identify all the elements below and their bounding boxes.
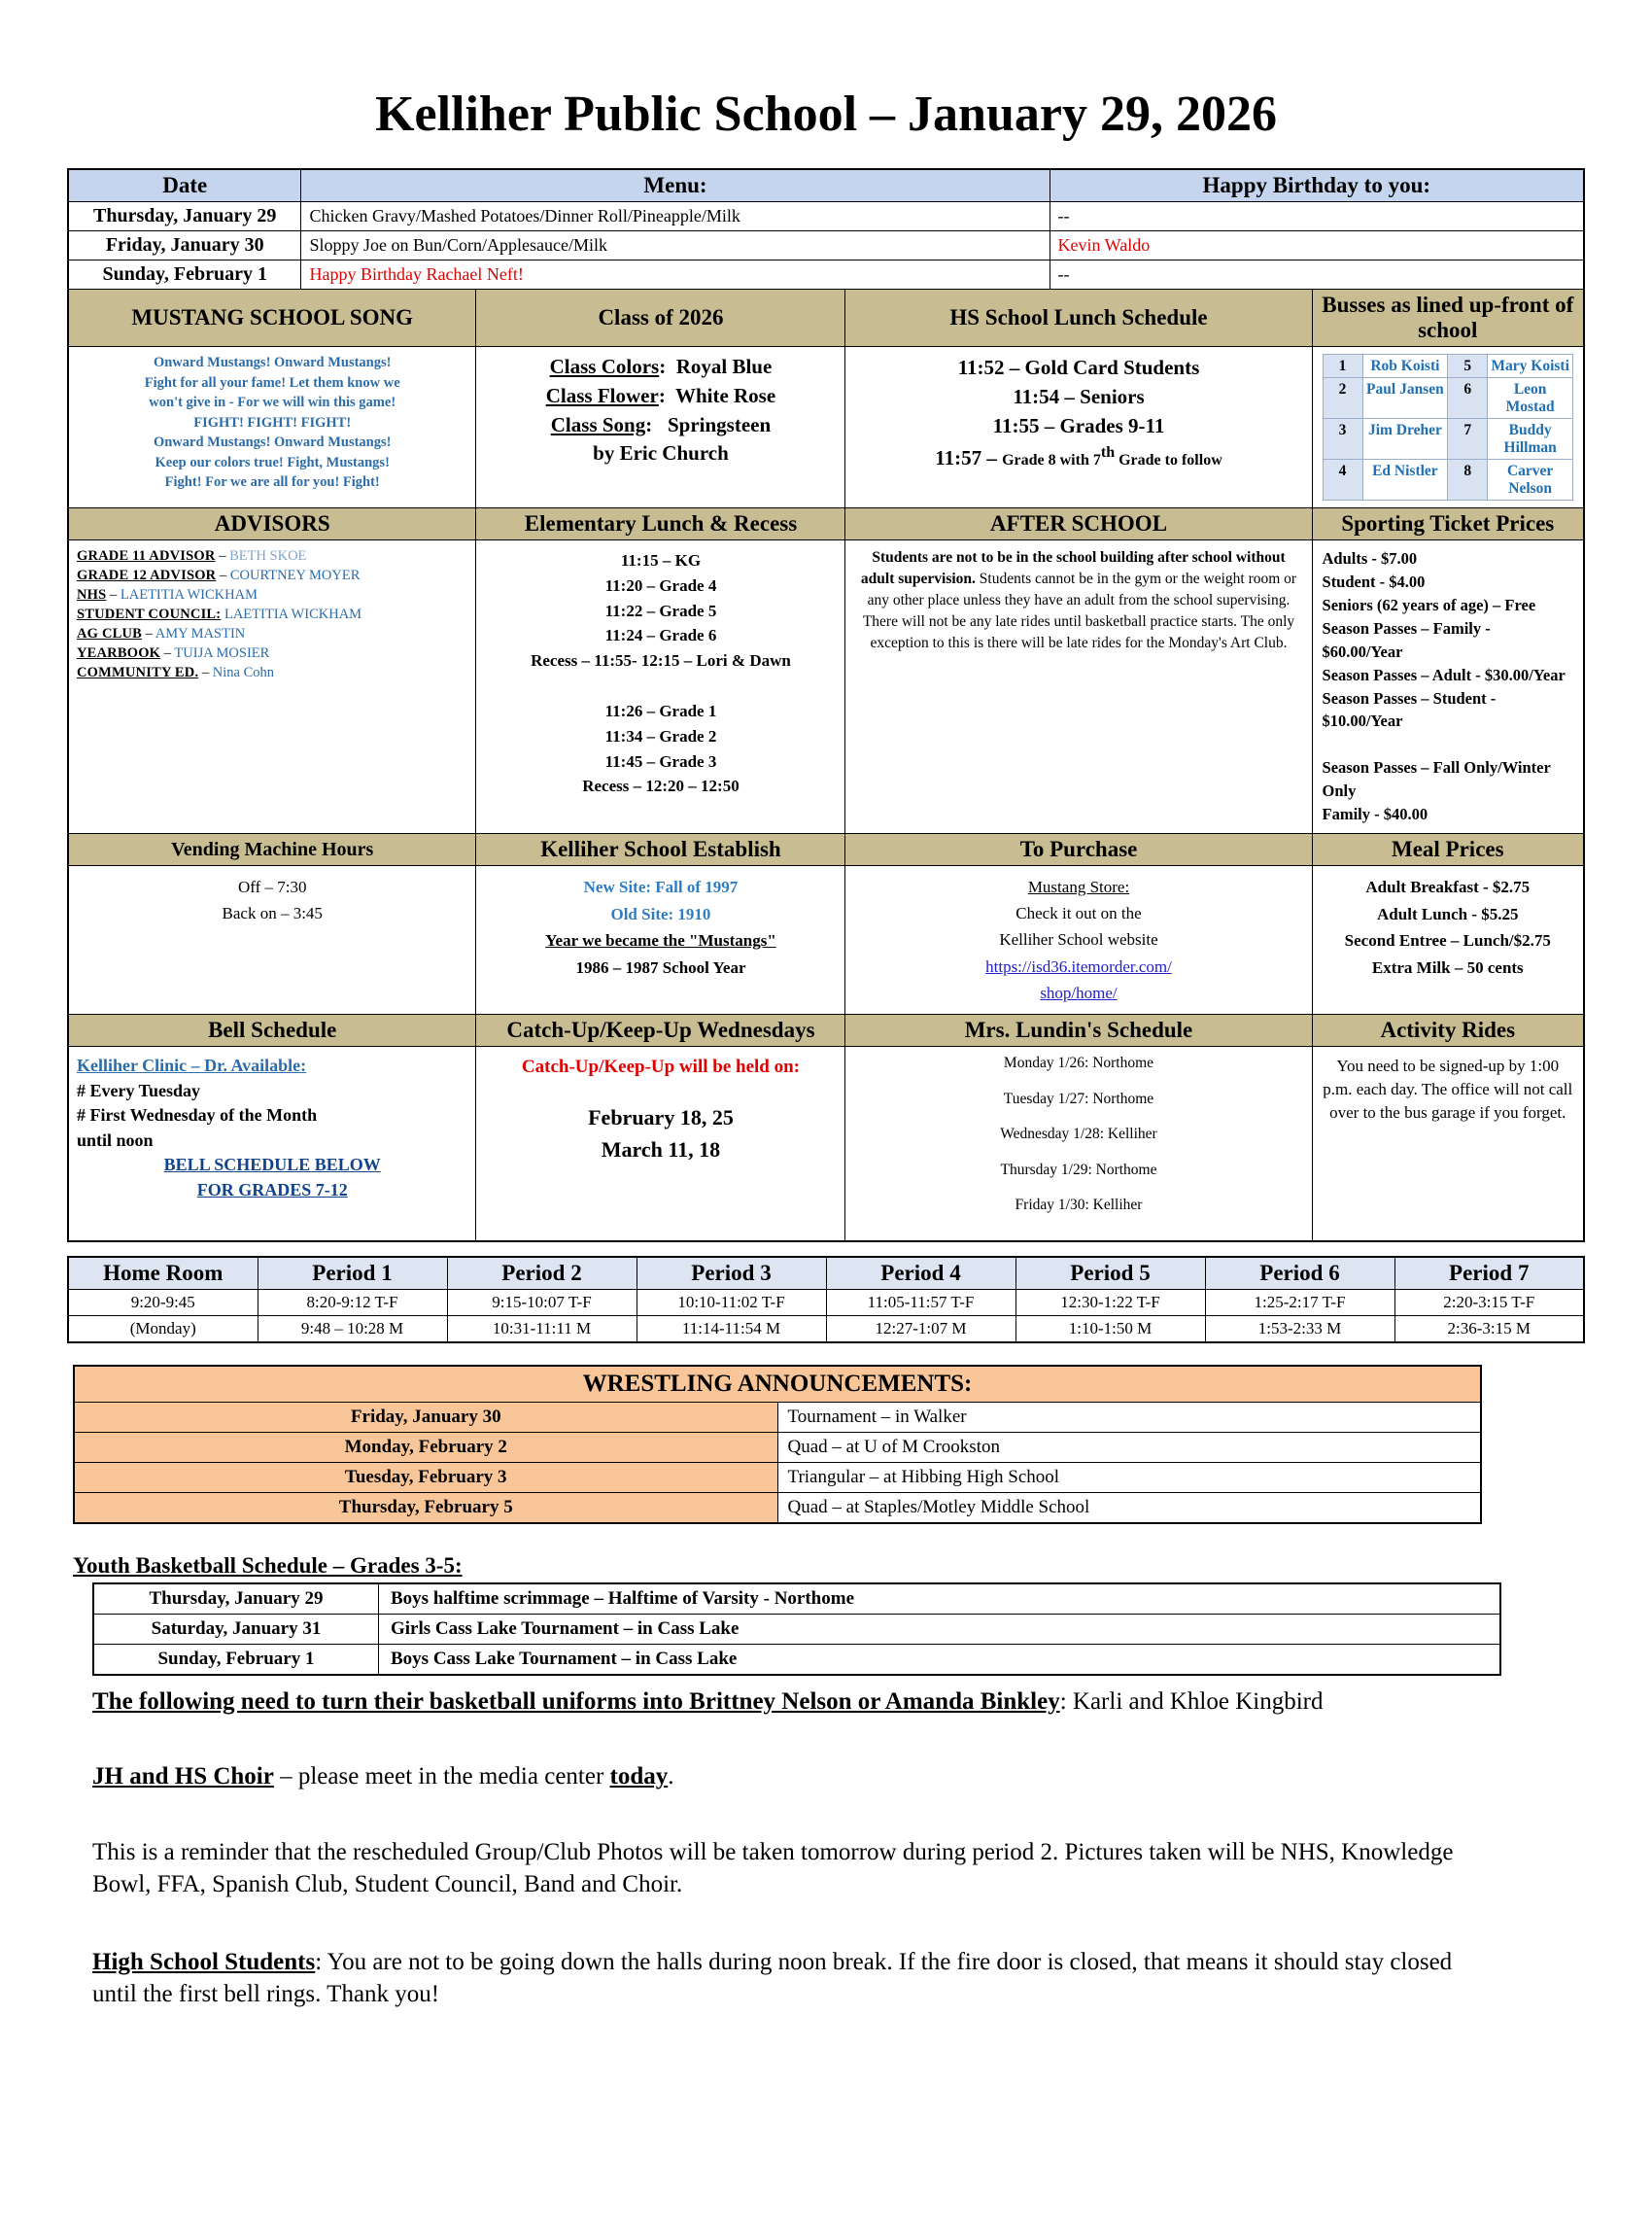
lunch-time-line-last <box>847 441 1309 472</box>
section-header-busses: Busses as lined up-front of school <box>1312 290 1584 347</box>
advisor-role: YEARBOOK <box>76 645 161 661</box>
meal-line: Extra Milk – 50 cents <box>1371 957 1524 977</box>
period-header: Period 5 <box>1015 1257 1205 1290</box>
bus-number: 4 <box>1323 460 1362 501</box>
lundin-line: Tuesday 1/27: Northome <box>1003 1090 1154 1107</box>
section-header-bell-schedule: Bell Schedule <box>68 1015 476 1047</box>
advisor-item <box>77 585 468 605</box>
meal-line: Second Entree – Lunch/$2.75 <box>1344 931 1551 951</box>
section-header-meal-prices: Meal Prices <box>1312 834 1584 866</box>
purchase-line: Kelliher School website <box>999 930 1158 950</box>
class-song-value: Springsteen <box>667 412 772 436</box>
mustangs-year-label: Year we became the "Mustangs" <box>545 931 776 951</box>
elem-line: 11:20 – Grade 4 <box>604 575 717 595</box>
meal-price-list <box>1312 866 1584 1015</box>
period-time-monday: 12:27-1:07 M <box>826 1315 1015 1342</box>
after-school-rest: Students cannot be in the gym or the weight room or any other place unless they have an adult from the school supervising. There will not be any late rides until basketball practice starts. The only exception to this is there will be late rides for the Monday's Art Club. <box>862 571 1297 651</box>
advisor-role: STUDENT COUNCIL: <box>76 607 222 622</box>
vending-line: Back on – 3:45 <box>222 904 323 923</box>
song-line: Fight for all your fame! Let them know we <box>144 374 400 391</box>
section-header-hs-lunch: HS School Lunch Schedule <box>845 290 1312 347</box>
bus-number: 8 <box>1448 460 1488 501</box>
uniform-return-names: : Karli and Khloe Kingbird <box>1059 1687 1324 1715</box>
period-time: 9:15-10:07 T-F <box>447 1289 637 1315</box>
bell-line: until noon <box>76 1129 154 1150</box>
bus-row <box>1323 460 1573 501</box>
lundin-line: Monday 1/26: Northome <box>1003 1055 1154 1071</box>
hs-lunch-schedule <box>845 347 1312 508</box>
lunch-last-text-a: Grade 8 with 7 <box>1002 451 1101 469</box>
elem-line: 11:22 – Grade 5 <box>604 601 717 620</box>
advisor-role: COMMUNITY ED. <box>76 665 199 680</box>
advisor-sep: – <box>198 665 213 680</box>
period-time-monday: 2:36-3:15 M <box>1394 1315 1584 1342</box>
choir-paragraph <box>92 1760 1501 1793</box>
section-header-vending: Vending Machine Hours <box>68 834 476 866</box>
section-header-catchup: Catch-Up/Keep-Up Wednesdays <box>476 1015 845 1047</box>
advisor-name: LAETITIA WICKHAM <box>120 587 258 603</box>
class-song-line: Class Song: Springsteen <box>550 412 772 436</box>
after-school-text <box>845 540 1312 834</box>
class-colors-label: Class Colors <box>549 355 660 378</box>
ticket-line: Family - $40.00 <box>1322 805 1428 824</box>
birthday-names: Kevin Waldo <box>1050 231 1584 261</box>
advisor-sep: – <box>106 587 120 603</box>
lunch-time-line: 11:55 – Grades 9-11 <box>992 414 1165 438</box>
bus-row <box>1323 378 1573 419</box>
row2-header-row <box>68 290 1584 347</box>
period-time: 8:20-9:12 T-F <box>258 1289 447 1315</box>
period-time-monday: 11:14-11:54 M <box>637 1315 826 1342</box>
ticket-line: Season Passes – Fall Only/Winter Only <box>1322 758 1551 801</box>
bus-driver: Rob Koisti <box>1362 355 1448 378</box>
bus-driver: Leon Mostad <box>1488 378 1573 419</box>
elem-line: 11:24 – Grade 6 <box>604 626 717 645</box>
period-time-monday: (Monday) <box>68 1315 258 1342</box>
new-site-line: New Site: Fall of 1997 <box>583 878 739 897</box>
advisor-item <box>77 566 468 585</box>
wrestling-event: Quad – at Staples/Motley Middle School <box>777 1492 1481 1523</box>
class-flower-line: Class Flower: White Rose <box>545 383 776 407</box>
song-line: Onward Mustangs! Onward Mustangs! <box>153 355 392 370</box>
col-header-birthday: Happy Birthday to you: <box>1050 169 1584 202</box>
advisor-role: GRADE 12 ADVISOR <box>76 568 217 583</box>
table-row <box>93 1614 1500 1644</box>
ticket-line: Season Passes – Student - $10.00/Year <box>1322 688 1497 731</box>
section-header-class-of-2026: Class of 2026 <box>476 290 845 347</box>
catchup-heading: Catch-Up/Keep-Up will be held on: <box>521 1057 800 1077</box>
bus-number: 1 <box>1323 355 1362 378</box>
period-time: 1:25-2:17 T-F <box>1205 1289 1394 1315</box>
elem-line: Recess – 12:20 – 12:50 <box>582 777 740 796</box>
elem-line: 11:15 – KG <box>620 551 702 570</box>
period-time: 9:20-9:45 <box>68 1289 258 1315</box>
activity-rides-text: You need to be signed-up by 1:00 p.m. each day. The office will not call over to the bus garage if you forget. <box>1312 1047 1584 1241</box>
class-flower-value: White Rose <box>674 383 776 407</box>
period-schedule-table <box>67 1256 1585 1343</box>
bus-number: 2 <box>1323 378 1362 419</box>
row2-content-row <box>68 347 1584 508</box>
col-header-date: Date <box>68 169 301 202</box>
class-of-2026-info <box>476 347 845 508</box>
advisor-name: TUIJA MOSIER <box>174 645 270 661</box>
menu-date: Thursday, January 29 <box>68 202 301 231</box>
lunch-time-line: 11:54 – Seniors <box>1013 385 1145 409</box>
period-times-m-row <box>68 1315 1584 1342</box>
bus-row <box>1323 355 1573 378</box>
section-header-ticket-prices: Sporting Ticket Prices <box>1312 508 1584 540</box>
row3-header-row <box>68 508 1584 540</box>
row4-header-row <box>68 834 1584 866</box>
bell-line: # First Wednesday of the Month <box>76 1105 318 1126</box>
period-header: Period 2 <box>447 1257 637 1290</box>
wrestling-title: WRESTLING ANNOUNCEMENTS: <box>74 1366 1481 1403</box>
ticket-price-list <box>1312 540 1584 834</box>
lunch-last-sup: th <box>1100 443 1116 461</box>
elementary-lunch-list <box>476 540 845 834</box>
advisor-item <box>77 605 468 624</box>
period-time-monday: 1:10-1:50 M <box>1015 1315 1205 1342</box>
page-title: Kelliher Public School – January 29, 2026 <box>375 87 1277 142</box>
period-times-tf-row <box>68 1289 1584 1315</box>
period-time-monday: 10:31-11:11 M <box>447 1315 637 1342</box>
period-time: 2:20-3:15 T-F <box>1394 1289 1584 1315</box>
bell-schedule-info <box>68 1047 476 1241</box>
elem-line: 11:45 – Grade 3 <box>604 751 717 771</box>
period-header: Period 3 <box>637 1257 826 1290</box>
after-school-bold: Students are not to be in the school building after school without adult supervision. <box>860 549 1286 587</box>
ticket-line: Student - $4.00 <box>1322 572 1426 591</box>
advisor-name: Nina Cohn <box>212 665 275 680</box>
song-line: FIGHT! FIGHT! FIGHT! <box>193 414 352 431</box>
bus-driver: Jim Dreher <box>1362 419 1448 460</box>
class-flower-label: Class Flower <box>545 383 659 407</box>
wrestling-title-row <box>74 1366 1481 1403</box>
song-line: won't give in - For we will win this game! <box>149 395 396 411</box>
catchup-info <box>476 1047 845 1241</box>
lunch-last-time: 11:57 – <box>935 445 1003 469</box>
period-time: 10:10-11:02 T-F <box>637 1289 826 1315</box>
section-header-establish: Kelliher School Establish <box>476 834 845 866</box>
wrestling-announcements-table <box>73 1365 1482 1524</box>
lunch-last-text-b: Grade to follow <box>1115 451 1222 469</box>
hs-students-label: High School Students <box>92 1948 316 1975</box>
table-row <box>68 202 1584 231</box>
advisor-sep: – <box>142 626 155 642</box>
group-photos-paragraph: This is a reminder that the rescheduled Group/Club Photos will be taken tomorrow during period 2. Pictures taken will be NHS, Knowledge Bowl, FFA, Spanish Club, Student Council, Band and Choir. <box>92 1838 1454 1898</box>
choir-today: today <box>609 1763 669 1790</box>
school-song-lyrics <box>68 347 476 508</box>
bus-driver: Paul Jansen <box>1362 378 1448 419</box>
school-establish-info <box>476 866 845 1015</box>
bus-table <box>1323 354 1574 501</box>
class-colors-value: Royal Blue <box>675 355 773 378</box>
bus-driver: Ed Nistler <box>1362 460 1448 501</box>
advisor-item <box>77 624 468 643</box>
main-info-table <box>67 168 1585 1242</box>
period-time: 11:05-11:57 T-F <box>826 1289 1015 1315</box>
advisor-name: AMY MASTIN <box>155 626 246 642</box>
song-line: Keep our colors true! Fight, Mustangs! <box>155 454 390 470</box>
table-row <box>68 261 1584 290</box>
class-song-label: Class Song <box>550 412 646 436</box>
mustang-store-label: Mustang Store: <box>1027 878 1130 897</box>
bus-driver: Buddy Hillman <box>1488 419 1573 460</box>
ticket-line: Adults - $7.00 <box>1322 549 1418 568</box>
table-row <box>74 1432 1481 1462</box>
bus-number: 3 <box>1323 419 1362 460</box>
section-header-activity-rides: Activity Rides <box>1312 1015 1584 1047</box>
wrestling-event: Quad – at U of M Crookston <box>777 1432 1481 1462</box>
period-header: Period 7 <box>1394 1257 1584 1290</box>
period-header: Period 4 <box>826 1257 1015 1290</box>
row5-header-row <box>68 1015 1584 1047</box>
period-time-monday: 1:53-2:33 M <box>1205 1315 1394 1342</box>
catchup-date: March 11, 18 <box>601 1136 721 1162</box>
catchup-date: February 18, 25 <box>588 1104 734 1129</box>
yb-date: Saturday, January 31 <box>93 1614 379 1644</box>
bell-line: # Every Tuesday <box>76 1080 200 1100</box>
yb-event: Boys halftime scrimmage – Halftime of Varsity - Northome <box>379 1583 1501 1615</box>
section-header-to-purchase: To Purchase <box>845 834 1312 866</box>
table-row <box>68 231 1584 261</box>
advisor-sep: – <box>216 568 230 583</box>
section-header-advisors: ADVISORS <box>68 508 476 540</box>
table-row <box>93 1583 1500 1615</box>
section-header-school-song: MUSTANG SCHOOL SONG <box>68 290 476 347</box>
elem-line: 11:26 – Grade 1 <box>604 701 717 720</box>
ticket-spacer <box>1323 733 1574 756</box>
menu-date: Friday, January 30 <box>68 231 301 261</box>
yb-event: Boys Cass Lake Tournament – in Cass Lake <box>379 1644 1501 1675</box>
table-row <box>74 1462 1481 1492</box>
elem-spacer <box>480 674 841 699</box>
class-song-artist: by Eric Church <box>593 441 729 466</box>
vending-line: Off – 7:30 <box>237 878 307 897</box>
lundin-line: Friday 1/30: Kelliher <box>1015 1197 1143 1214</box>
choir-mid: – please meet in the media center <box>273 1763 610 1790</box>
youth-basketball-title: Youth Basketball Schedule – Grades 3-5: <box>73 1552 463 1578</box>
ticket-line: Seniors (62 years of age) – Free <box>1322 595 1536 614</box>
bus-number: 6 <box>1448 378 1488 419</box>
row5-content-row <box>68 1047 1584 1241</box>
bus-number: 7 <box>1448 419 1488 460</box>
advisor-item <box>77 546 468 566</box>
menu-items: Happy Birthday Rachael Neft! <box>301 261 1050 290</box>
song-line: Fight! For we are all for you! Fight! <box>164 474 380 491</box>
advisor-name: COURTNEY MOYER <box>229 568 361 583</box>
advisor-name: BETH SKOE <box>229 548 307 564</box>
period-header-row <box>68 1257 1584 1290</box>
lunch-time-line: 11:52 – Gold Card Students <box>957 356 1200 379</box>
to-purchase-info <box>845 866 1312 1015</box>
clinic-availability: Kelliher Clinic – Dr. Available: <box>76 1056 307 1075</box>
section-header-after-school: AFTER SCHOOL <box>845 508 1312 540</box>
wrestling-event: Tournament – in Walker <box>777 1402 1481 1432</box>
high-school-students-paragraph <box>92 1946 1501 2011</box>
col-header-menu: Menu: <box>301 169 1050 202</box>
advisor-item <box>77 643 468 663</box>
old-site-line: Old Site: 1910 <box>610 904 711 923</box>
elem-line: Recess – 11:55- 12:15 – Lori & Dawn <box>531 651 791 671</box>
mustangs-year-value: 1986 – 1987 School Year <box>575 957 746 977</box>
advisors-list <box>68 540 476 834</box>
vending-hours <box>68 866 476 1015</box>
song-line: Onward Mustangs! Onward Mustangs! <box>153 434 392 451</box>
period-time: 12:30-1:22 T-F <box>1015 1289 1205 1315</box>
lundin-schedule <box>845 1047 1312 1241</box>
bus-row <box>1323 419 1573 460</box>
class-colors-line: Class Colors: Royal Blue <box>549 355 773 378</box>
newsletter-page <box>0 86 1652 2224</box>
period-time-monday: 9:48 – 10:28 M <box>258 1315 447 1342</box>
purchase-line: Check it out on the <box>1015 904 1142 923</box>
catchup-spacer <box>480 1082 841 1101</box>
mustang-store-link-2[interactable]: shop/home/ <box>1040 983 1118 1002</box>
advisor-role: AG CLUB <box>76 626 143 642</box>
advisor-role: NHS <box>76 587 107 603</box>
meal-line: Adult Breakfast - $2.75 <box>1365 878 1531 897</box>
choir-label: JH and HS Choir <box>92 1763 274 1790</box>
period-header: Period 1 <box>258 1257 447 1290</box>
lundin-line: Thursday 1/29: Northome <box>1000 1161 1157 1178</box>
uniform-return-paragraph <box>92 1685 1501 1719</box>
advisor-item <box>77 663 468 682</box>
ticket-line: Season Passes – Family - $60.00/Year <box>1322 618 1491 661</box>
table-row <box>93 1644 1500 1675</box>
row3-content-row <box>68 540 1584 834</box>
advisor-role: GRADE 11 ADVISOR <box>76 548 216 564</box>
bell-schedule-below-2: FOR GRADES 7-12 <box>196 1179 348 1199</box>
meal-line: Adult Lunch - $5.25 <box>1377 904 1519 923</box>
period-header: Home Room <box>68 1257 258 1290</box>
menu-items: Chicken Gravy/Mashed Potatoes/Dinner Roll/Pineapple/Milk <box>301 202 1050 231</box>
uniform-return-bold: The following need to turn their basketball uniforms into Brittney Nelson or Amanda Binkley <box>92 1687 1060 1715</box>
wrestling-event: Triangular – at Hibbing High School <box>777 1462 1481 1492</box>
menu-date: Sunday, February 1 <box>68 261 301 290</box>
section-header-elementary-lunch: Elementary Lunch & Recess <box>476 508 845 540</box>
advisor-sep: – <box>160 645 175 661</box>
wrestling-date: Monday, February 2 <box>74 1432 777 1462</box>
lundin-line: Wednesday 1/28: Kelliher <box>1000 1126 1157 1143</box>
elem-line: 11:34 – Grade 2 <box>604 726 717 746</box>
birthday-names: -- <box>1050 261 1584 290</box>
wrestling-date: Tuesday, February 3 <box>74 1462 777 1492</box>
menu-header-row <box>68 169 1584 202</box>
youth-basketball-table <box>92 1582 1501 1676</box>
birthday-names: -- <box>1050 202 1584 231</box>
yb-event: Girls Cass Lake Tournament – in Cass Lake <box>379 1614 1501 1644</box>
row4-content-row <box>68 866 1584 1015</box>
advisor-sep: – <box>215 548 230 564</box>
bus-driver: Carver Nelson <box>1488 460 1573 501</box>
yb-date: Sunday, February 1 <box>93 1644 379 1675</box>
table-row <box>74 1402 1481 1432</box>
section-header-lundin: Mrs. Lundin's Schedule <box>845 1015 1312 1047</box>
table-row <box>74 1492 1481 1523</box>
bell-schedule-below-1: BELL SCHEDULE BELOW <box>163 1155 381 1175</box>
period-header: Period 6 <box>1205 1257 1394 1290</box>
bus-list-cell <box>1312 347 1584 508</box>
mustang-store-link[interactable]: https://isd36.itemorder.com/ <box>985 956 1172 976</box>
hs-students-text: : You are not to be going down the halls during noon break. If the fire door is closed, that means it should stay closed until the first bell rings. Thank you! <box>92 1948 1453 2008</box>
wrestling-date: Friday, January 30 <box>74 1402 777 1432</box>
yb-date: Thursday, January 29 <box>93 1583 379 1615</box>
ticket-line: Season Passes – Adult - $30.00/Year <box>1322 665 1566 684</box>
menu-items: Sloppy Joe on Bun/Corn/Applesauce/Milk <box>301 231 1050 261</box>
bus-number: 5 <box>1448 355 1488 378</box>
advisor-name: LAETITIA WICKHAM <box>224 607 362 622</box>
choir-end: . <box>668 1763 674 1790</box>
bus-driver: Mary Koisti <box>1488 355 1573 378</box>
wrestling-date: Thursday, February 5 <box>74 1492 777 1523</box>
